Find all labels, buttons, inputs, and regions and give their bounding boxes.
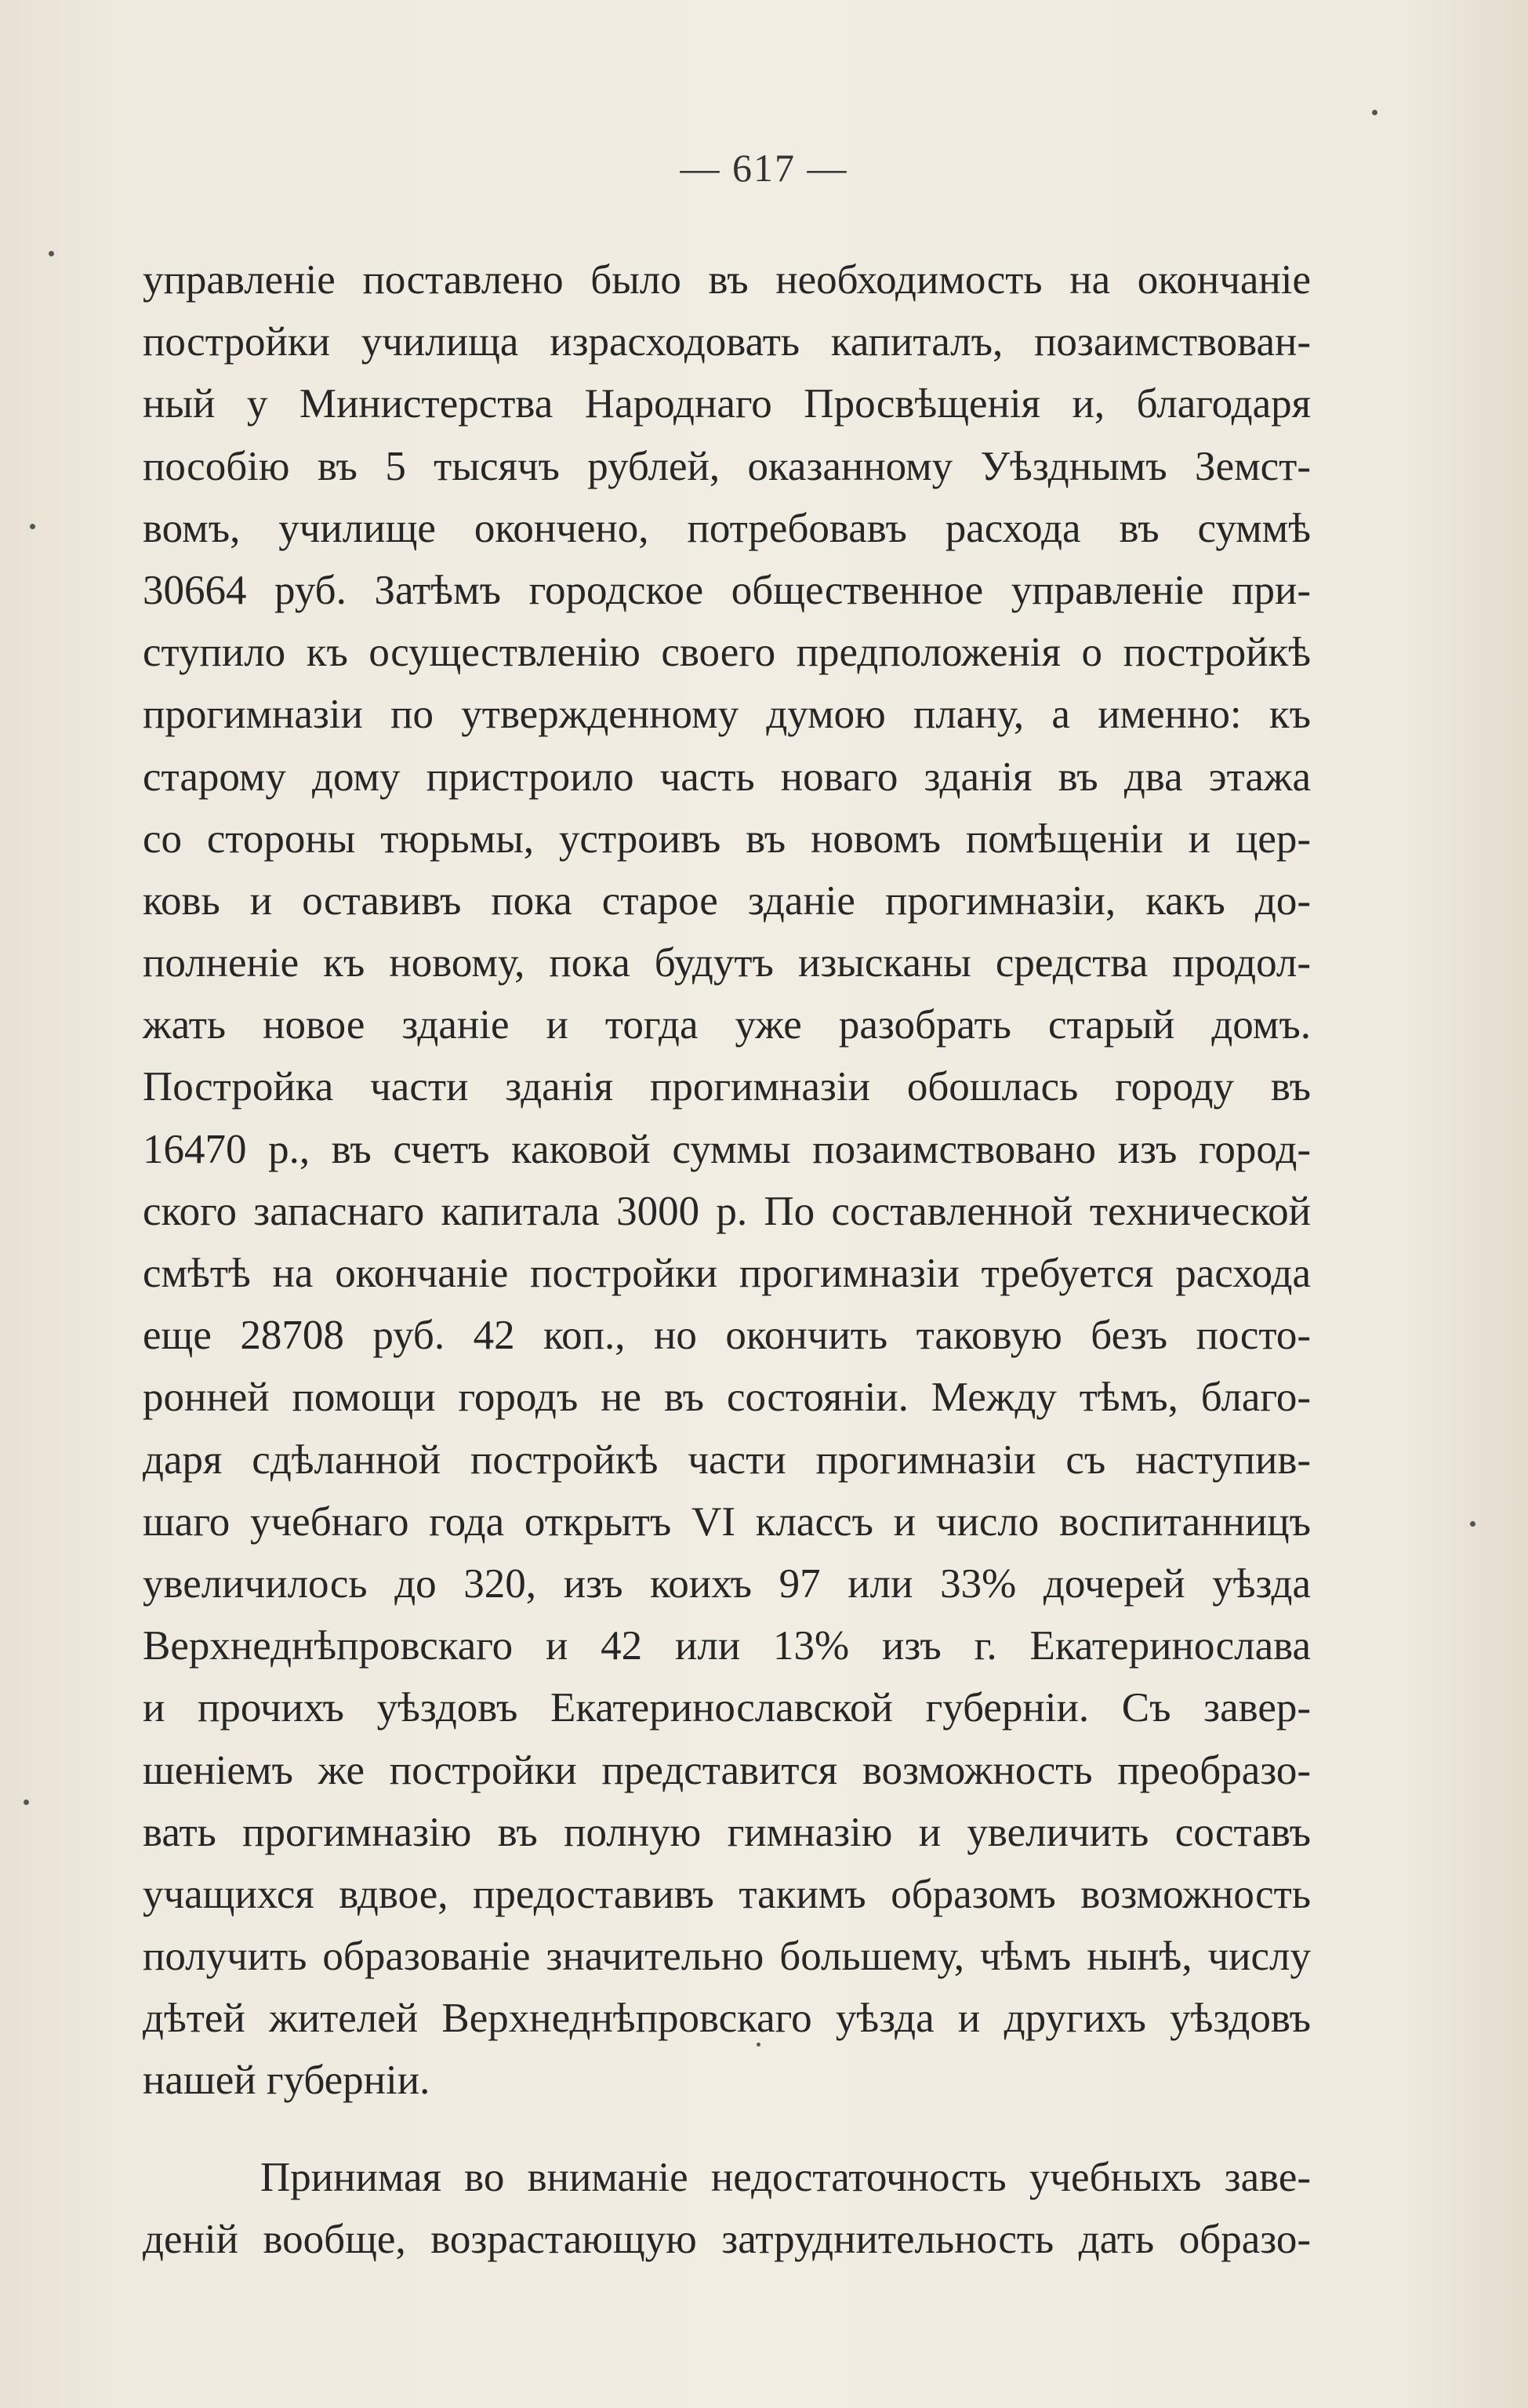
text-line: жать новое зданіе и тогда уже разобрать старый домъ. [143,1002,1311,1048]
text-line: прогимназіи по утвержденному думою плану, а именно: къ [143,692,1311,738]
text-line: даря сдѣланной постройкѣ части прогимназіи съ наступив- [143,1436,1311,1483]
text-line: 30664 руб. Затѣмъ городское общественное управленіе при- [143,567,1311,613]
paragraph-1 [143,249,1311,2112]
text-line: Верхнеднѣпровскаго и 42 или 13% изъ г. Екатеринослава [143,1623,1311,1669]
body-text [143,249,1311,2271]
text-line: шаго учебнаго года открытъ VI классъ и число воспитанницъ [143,1498,1311,1545]
ink-speck [49,251,54,256]
text-line: получить образованіе значительно большему, чѣмъ нынѣ, числу [143,1934,1311,1980]
text-line: учащихся вдвое, предоставивъ такимъ образомъ возможность [143,1871,1311,1917]
text-line: вомъ, училище окончено, потребовавъ расхода въ суммѣ [143,505,1311,551]
text-line: Принимая во вниманіе недостаточность учебныхъ заве- [260,2154,1311,2200]
text-line: деній вообще, возрастающую затруднительность дать образо- [143,2216,1311,2262]
text-line: 16470 р., въ счетъ каковой суммы позаимствовано изъ город- [143,1126,1311,1172]
text-line: вать прогимназію въ полную гимназію и увеличить составъ [143,1809,1311,1855]
text-line: Постройка части зданія прогимназіи обошлась городу въ [143,1064,1311,1110]
ink-speck [757,2043,760,2047]
text-line: старому дому пристроило часть новаго зданія въ два этажа [143,754,1311,800]
ink-speck [30,524,35,529]
page-number: — 617 — [680,146,848,190]
text-line: дѣтей жителей Верхнеднѣпровскаго уѣзда и другихъ уѣздовъ [143,1996,1311,2042]
text-line: постройки училища израсходовать капиталъ, позаимствован- [143,319,1311,365]
text-line: ронней помощи городъ не въ состояніи. Между тѣмъ, благо- [143,1375,1311,1421]
text-line: нашей губерніи. [143,2058,430,2104]
text-line: смѣтѣ на окончаніе постройки прогимназіи требуется расхода [143,1251,1311,1296]
text-line: пособію въ 5 тысячъ рублей, оказанному Уѣзднымъ Земст- [143,443,1311,489]
paragraph-gap [143,2112,1311,2147]
text-line: увеличилось до 320, изъ коихъ 97 или 33% дочерей уѣзда [143,1560,1311,1607]
ink-speck [1372,110,1377,115]
text-line: и прочихъ уѣздовъ Екатеринославской губерніи. Съ завер- [143,1685,1311,1731]
text-line: ковь и оставивъ пока старое зданіе прогимназіи, какъ до- [143,877,1311,924]
text-line: ступило къ осуществленію своего предположенія о постройкѣ [143,630,1311,676]
text-line: еще 28708 руб. 42 коп., но окончить таковую безъ посто- [143,1313,1311,1359]
text-line: ского запаснаго капитала 3000 р. По составленной технической [143,1188,1311,1234]
ink-speck [1470,1521,1475,1527]
paragraph-2 [143,2147,1311,2271]
ink-speck [24,1800,29,1805]
text-line: ный у Министерства Народнаго Просвѣщенія и, благодаря [143,381,1311,427]
text-line: шеніемъ же постройки представится возможность преобразо- [143,1747,1311,1793]
text-line: полненіе къ новому, пока будутъ изысканы средства продол- [143,940,1311,986]
text-line: управленіе поставлено было въ необходимость на окончаніе [143,257,1311,303]
text-line: со стороны тюрьмы, устроивъ въ новомъ помѣщеніи и цер- [143,815,1311,862]
